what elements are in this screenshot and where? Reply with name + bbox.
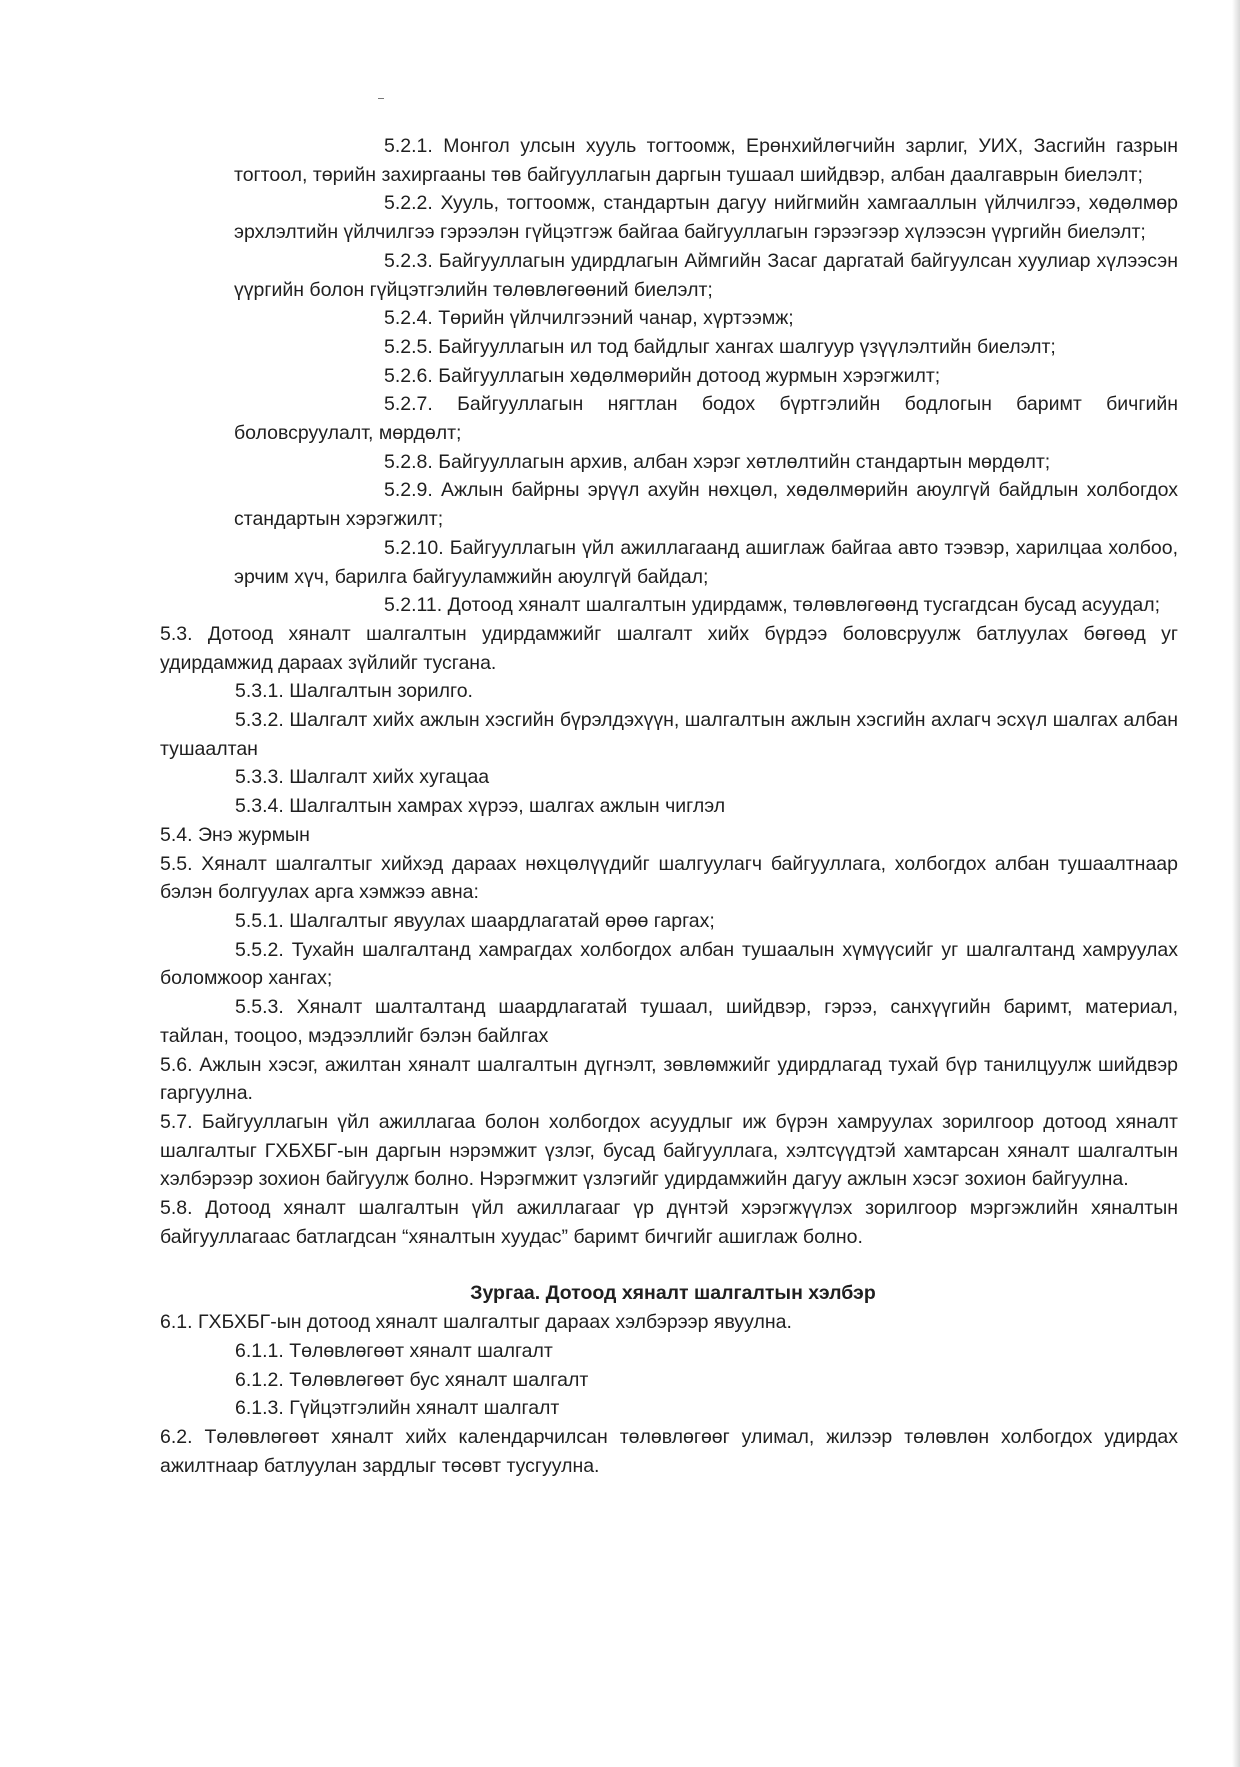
document-body <box>160 132 1178 1480</box>
clause-5-2-6: 5.2.6. Байгууллагын хөдөлмөрийн дотоод журмын хэрэгжилт; <box>384 364 941 387</box>
clause-5-2-3: 5.2.3. Байгууллагын удирдлагын Аймгийн Засаг даргатай байгуулсан хуулиар хүлээсэн үүргийн болон гүйцэтгэлийн төлөвлөгөөний биелэлт; <box>234 249 1178 301</box>
clause-6-1-3: 6.1.3. Гүйцэтгэлийн хяналт шалгалт <box>235 1397 560 1420</box>
clause-5-2-8: 5.2.8. Байгууллагын архив, албан хэрэг хөтлөлтийн стандартын мөрдөлт; <box>384 450 1051 473</box>
clause-6-1-2: 6.1.2. Төлөвлөгөөт бус хяналт шалгалт <box>235 1368 589 1391</box>
clause-5-3-4: 5.3.4. Шалгалтын хамрах хүрээ, шалгах ажлын чиглэл <box>235 795 726 818</box>
scan-edge-shadow <box>1232 0 1240 1767</box>
clause-5-3-2: 5.3.2. Шалгалт хийх ажлын хэсгийн бүрэлдэхүүн, шалгалтын ажлын хэсгийн ахлагч эсхүл шалгах албан тушаалтан <box>160 709 1178 760</box>
clause-5-7: 5.7. Байгууллагын үйл ажиллагаа болон холбогдох асуудлыг иж бүрэн хамруулах зорилгоор дотоод хяналт шалгалтыг ГХБХБГ-ын даргын нэрэмжит үзлэг, бусад байгууллага, хэлтсүүдтэй хамтарсан хяналт шалгалтын хэлбэрээр зохион байгуулж болно. Нэрэгмжит үзлэгийг удирдамжийн дагуу ажлын хэсэг зохион байгуулна. <box>160 1110 1178 1191</box>
clause-5-2-10: 5.2.10. Байгууллагын үйл ажиллагаанд ашиглаж байгаа авто тээвэр, харилцаа холбоо, эрчим хүч, барилга байгууламжийн аюулгүй байдал; <box>234 536 1178 588</box>
clause-5-3: 5.3. Дотоод хяналт шалгалтын удирдамжийг шалгалт хийх бүрдээ боловсруулж батлуулах бөгөөд уг удирдамжид дараах зүйлийг тусгана. <box>160 622 1178 674</box>
clause-5-3-3: 5.3.3. Шалгалт хийх хугацаа <box>235 766 490 789</box>
clause-5-5-2: 5.5.2. Тухайн шалгалтанд хамрагдах холбогдох албан тушаалын хүмүүсийг уг шалгалтанд хамруулах боломжоор хангах; <box>160 938 1178 990</box>
clause-6-2: 6.2. Төлөвлөгөөт хяналт хийх календарчилсан төлөвлөгөөг улимал, жилээр төлөвлөн холбогдох удирдах ажилтнаар батлуулан зардлыг төсөвт тусгуулна. <box>160 1425 1178 1477</box>
clause-5-3-1: 5.3.1. Шалгалтын зорилго. <box>235 680 473 703</box>
clause-5-5-3: 5.5.3. Хяналт шалталтанд шаардлагатай тушаал, шийдвэр, гэрээ, санхүүгийн баримт, материал, тайлан, тооцоо, мэдээллийг бэлэн байлгах <box>160 996 1178 1047</box>
clause-5-6: 5.6. Ажлын хэсэг, ажилтан хяналт шалгалтын дүгнэлт, зөвлөмжийг удирдлагад тухай бүр танилцуулж шийдвэр гаргуулна. <box>160 1053 1178 1105</box>
clause-5-8: 5.8. Дотоод хяналт шалгалтын үйл ажиллагааг үр дүнтэй хэрэгжүүлэх зорилгоор мэргэжлийн хяналтын байгууллагаас батлагдсан “хяналтын хуудас” баримт бичгийг ашиглаж болно. <box>160 1197 1178 1248</box>
clause-5-4: 5.4. Энэ журмын <box>160 823 310 846</box>
clause-5-2-11: 5.2.11. Дотоод хяналт шалгалтын удирдамж, төлөвлөгөөнд тусгагдсан бусад асуудал; <box>384 594 1161 617</box>
clause-5-2-7: 5.2.7. Байгууллагын нягтлан бодох бүртгэлийн бодлогын баримт бичгийн боловсруулалт, мөрдөлт; <box>234 393 1178 445</box>
clause-5-2-2: 5.2.2. Хууль, тогтоомж, стандартын дагуу нийгмийн хамгааллын үйлчилгээ, хөдөлмөр эрхлэлтийн үйлчилгээ гэрээлэн гүйцэтгэж байгаа байгууллагын гэрээгээр хүлээсэн үүргийн биелэлт; <box>234 192 1178 244</box>
clause-6-1: 6.1. ГХБХБГ-ын дотоод хяналт шалгалтыг дараах хэлбэрээр явуулна. <box>160 1311 792 1334</box>
clause-5-2-4: 5.2.4. Төрийн үйлчилгээний чанар, хүртээмж; <box>384 307 794 330</box>
clause-5-5-1: 5.5.1. Шалгалтыг явуулах шаардлагатай өрөө гаргах; <box>235 909 715 932</box>
clause-6-1-1: 6.1.1. Төлөвлөгөөт хяналт шалгалт <box>235 1339 553 1362</box>
scan-mark <box>378 98 384 99</box>
section-6-heading: Зургаа. Дотоод хяналт шалгалтын хэлбэр <box>470 1282 876 1305</box>
clause-5-2-9: 5.2.9. Ажлын байрны эрүүл ахуйн нөхцөл, хөдөлмөрийн аюулгүй байдлын холбогдох стандартын хэрэгжилт; <box>234 479 1178 531</box>
clause-5-5: 5.5. Хяналт шалгалтыг хийхэд дараах нөхцөлүүдийг шалгуулагч байгууллага, холбогдох албан тушаалтнаар бэлэн болгуулах арга хэмжээ авна: <box>160 852 1178 904</box>
clause-5-2-5: 5.2.5. Байгууллагын ил тод байдлыг хангах шалгуур үзүүлэлтийн биелэлт; <box>384 335 1056 358</box>
clause-5-2-1: 5.2.1. Монгол улсын хууль тогтоомж, Ерөнхийлөгчийн зарлиг, УИХ, Засгийн газрын тогтоол, төрийн захиргааны төв байгууллагын даргын тушаал шийдвэр, албан даалгаврын биелэлт; <box>234 135 1178 186</box>
